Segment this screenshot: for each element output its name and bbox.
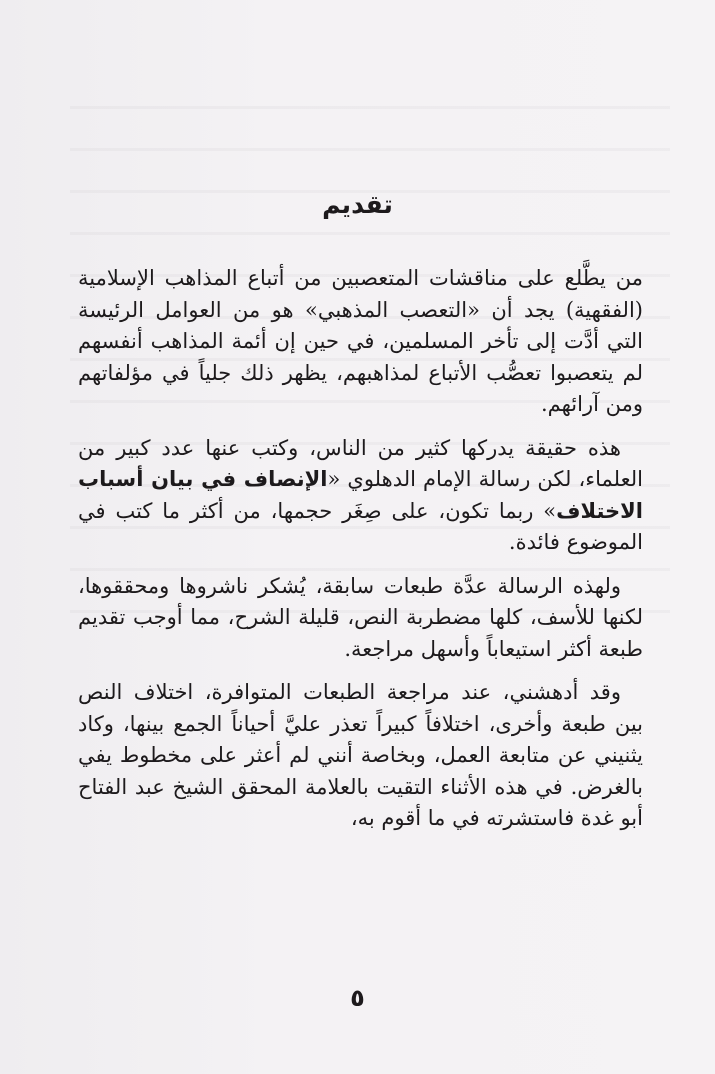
book-title-bold: الإنصاف في بيان أسباب الاختلاف bbox=[78, 467, 643, 523]
paragraph-3 bbox=[78, 571, 643, 666]
page-number: ٥ bbox=[350, 984, 365, 1012]
paragraph-2-text-before: هذه حقيقة يدركها كثير من الناس، وكتب عنها عدد كبير من العلماء، لكن رسالة الإمام الدهلوي « bbox=[78, 435, 643, 491]
paragraph-2 bbox=[78, 433, 643, 559]
page-title: تقديم bbox=[322, 190, 393, 219]
paragraph-1: من يطَّلع على مناقشات المتعصبين من أتباع المذاهب الإسلامية (الفقهية) يجد أن «التعصب المذهبي» هو من العوامل الرئيسة التي أدَّت إلى تأخر المسلمين، في حين إن أئمة المذاهب أنفسهم لم يتعصبوا تعصُّب الأتباع لمذاهبهم، يظهر ذلك جلياً في مؤلفاتهم ومن آرائهم. bbox=[78, 266, 643, 416]
paragraph-2-text-after: » ربما تكون، على صِغَر حجمها، من أكثر ما كتب في الموضوع فائدة. bbox=[78, 498, 643, 554]
page-body bbox=[78, 263, 643, 835]
paragraph-4 bbox=[78, 677, 643, 835]
paragraph-3-text: ولهذه الرسالة عدَّة طبعات سابقة، يُشكر ناشروها ومحققوها، لكنها للأسف، كلها مضطربة النص، قليلة الشرح، مما أوجب تقديم طبعة أكثر استيعاباً وأسهل مراجعة. bbox=[78, 573, 643, 661]
paragraph-4-text: وقد أدهشني، عند مراجعة الطبعات المتوافرة، اختلاف النص بين طبعة وأخرى، اختلافاً كبيراً تعذر عليَّ أحياناً الجمع بينها، وكاد يثنيني عن متابعة العمل، وبخاصة أنني لم أعثر على مخطوط يفي بالغرض. في هذه الأثناء التقيت بالعلامة المحقق الشيخ عبد الفتاح أبو غدة فاستشرته في ما أقوم به، bbox=[78, 680, 643, 830]
